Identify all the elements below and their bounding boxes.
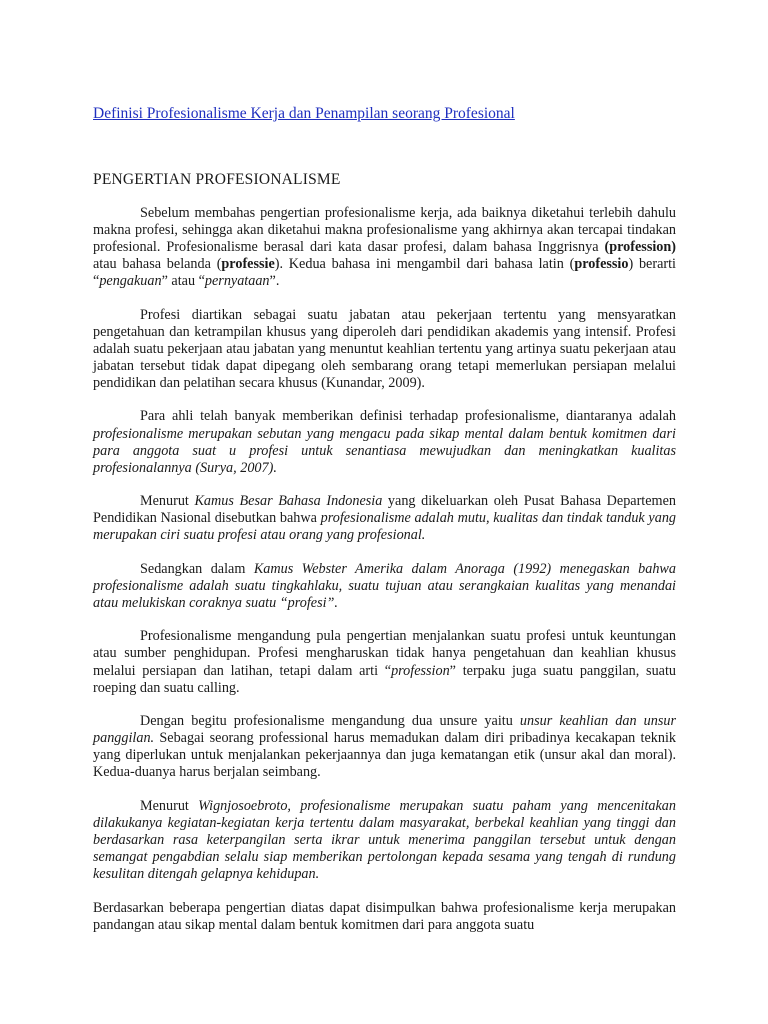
paragraph xyxy=(93,713,676,781)
document-title-link[interactable]: Definisi Profesionalisme Kerja dan Penampilan seorang Profesional xyxy=(93,105,515,122)
text-run: Para ahli telah banyak memberikan definisi terhadap profesionalisme, diantaranya adalah xyxy=(140,408,676,425)
text-run: Profesi diartikan sebagai suatu jabatan atau pekerjaan tertentu yang mensyaratkan pengetahuan dan ketrampilan khusus yang diperoleh dari pendidikan akademis yang intensif. Profesi adalah suatu pekerjaan atau jabatan yang menuntut keahlian tertentu yang artinya suatu pekerjaan atau jabatan tersebut tidak dapat dipegang oleh sembarang orang tetapi memerlukan persiapan melalui pendidikan dan pelatihan secara khusus (Kunandar, 2009). xyxy=(93,306,676,391)
text-run: Sebelum membahas pengertian profesionalisme kerja, ada baiknya diketahui terlebih dahulu makna profesi, sehingga akan diketahui makna profesionalisme yang akhirnya akan tercapai tindakan profesional. Profesionalisme berasal dari kata dasar profesi, dalam bahasa Inggrisnya xyxy=(93,205,676,256)
italic-text: unsur keahlian dan unsur panggilan. xyxy=(93,713,677,747)
text-run: Profesionalisme mengandung pula pengertian menjalankan suatu profesi untuk keuntungan atau sumber penghidupan. Profesi mengharuskan tidak hanya pengetahuan dan keahlian khusus melalui persiapan dan latihan, tetapi dalam arti “ xyxy=(93,628,676,679)
text-run: ”. xyxy=(269,273,280,290)
text-run: ” terpaku juga suatu panggilan, suatu roeping dan suatu calling. xyxy=(93,662,676,696)
italic-text: pernyataan xyxy=(204,273,270,290)
paragraph xyxy=(93,900,676,934)
paragraph xyxy=(93,798,676,883)
italic-text: profesionalisme adalah mutu, kualitas dan tindak tanduk yang merupakan ciri suatu profesi atau orang yang profesional. xyxy=(93,510,677,544)
paragraph xyxy=(93,628,676,696)
italic-text: Kamus Webster Amerika dalam Anoraga (1992) menegaskan bahwa profesionalisme adalah suatu tingkahlaku, suatu tujuan atau serangkaian kualitas yang menandai atau melukiskan coraknya suatu “profesi”. xyxy=(93,560,676,611)
section-heading: PENGERTIAN PROFESIONALISME xyxy=(93,171,341,188)
text-run: ). Kedua bahasa ini mengambil dari bahasa latin ( xyxy=(274,256,575,273)
bold-term: professie xyxy=(221,256,275,273)
text-run: Menurut xyxy=(140,797,199,814)
paragraph xyxy=(93,307,676,392)
text-run: Dengan begitu profesionalisme mengandung dua unsure yaitu xyxy=(140,713,520,730)
paragraph xyxy=(93,205,676,290)
document-body xyxy=(93,205,676,950)
text-run: Sebagai seorang professional harus memadukan dalam diri pribadinya kecakapan teknik yang diperlukan untuk menjalankan pekerjaannya dan juga kematangan etik (unsur akal dan moral). Kedua-duanya harus berjalan seimbang. xyxy=(93,730,676,781)
italic-text: profession xyxy=(391,662,450,679)
italic-text: profesionalisme merupakan sebutan yang mengacu pada sikap mental dalam bentuk komitmen dari para anggota suat u profesi untuk senantiasa mewujudkan dan meningkatkan kualitas profesionalannya (Surya, 2007). xyxy=(93,425,676,476)
paragraph xyxy=(93,561,676,612)
italic-text: Wignjosoebroto, profesionalisme merupakan suatu paham yang mencenitakan dilakukanya kegiatan-kegiatan kerja tertentu dalam masyarakat, berbekal keahlian yang tinggi dan berdasarkan rasa keterpangilan serta ikrar untuk menerima panggilan tersebut untuk dengan semangat pengabdian selalu siap memberikan pertolongan kepada sesama yang tengah di rundung kesulitan ditengah gelapnya kehidupan. xyxy=(93,797,676,882)
text-run: Berdasarkan beberapa pengertian diatas dapat disimpulkan bahwa profesionalisme kerja merupakan pandangan atau sikap mental dalam bentuk komitmen dari para anggota suatu xyxy=(93,899,676,933)
text-run: atau bahasa belanda ( xyxy=(93,256,222,273)
bold-term: (profession) xyxy=(604,239,676,256)
italic-text: pengakuan xyxy=(99,273,162,290)
paragraph xyxy=(93,493,676,544)
text-run: Sedangkan dalam xyxy=(140,560,254,577)
text-run: Menurut xyxy=(140,493,195,510)
bold-term: professio xyxy=(574,256,629,273)
text-run: yang dikeluarkan oleh Pusat Bahasa Departemen Pendidikan Nasional disebutkan bahwa xyxy=(93,493,676,527)
italic-text: Kamus Besar Bahasa Indonesia xyxy=(194,493,383,510)
text-run: ) berarti “ xyxy=(93,256,676,290)
text-run: ” atau “ xyxy=(161,273,205,290)
paragraph xyxy=(93,408,676,476)
